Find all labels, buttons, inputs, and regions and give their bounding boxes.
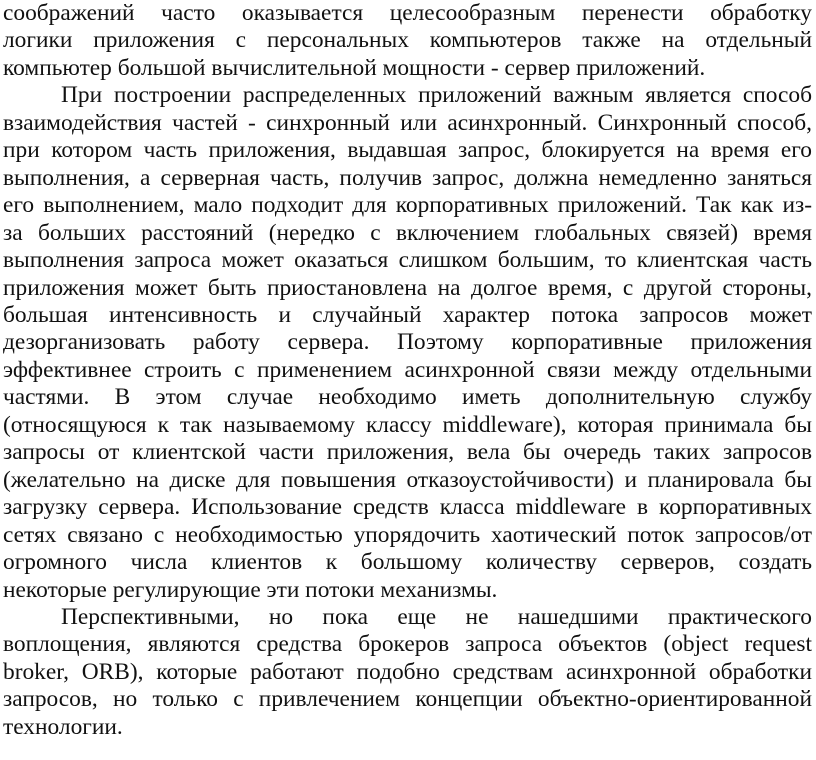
text-line: некоторые регулирующие эти потоки механизмы.	[3, 576, 498, 603]
text-line: выполнения запроса может оказаться слишком большим, то клиентская часть	[3, 247, 812, 274]
text-line: дезорганизовать работу сервера. Поэтому корпоративные приложения	[3, 329, 812, 356]
text-line: выполнения, а серверная часть, получив запрос, должна немедленно заняться	[3, 164, 812, 191]
paragraph	[3, 604, 812, 741]
text-line: при котором часть приложения, выдавшая запрос, блокируется на время его	[3, 137, 812, 164]
paragraph	[3, 0, 812, 82]
text-line: broker, ORB), которые работают подобно средствам асинхронной обработки	[3, 658, 812, 685]
text-line: большая интенсивность и случайный характер потока запросов может	[3, 301, 812, 328]
paragraph	[3, 82, 812, 604]
text-line: соображений часто оказывается целесообразным перенести обработку	[3, 0, 812, 26]
text-line: воплощения, являются средства брокеров запроса объектов (object request	[3, 631, 812, 658]
text-line: приложения может быть приостановлена на долгое время, с другой стороны,	[3, 274, 812, 301]
text-line: запросов, но только с привлечением концепции объектно-ориентированной	[3, 686, 812, 713]
document-body	[3, 0, 812, 741]
text-line: загрузку сервера. Использование средств класса middleware в корпоративных	[3, 494, 812, 521]
text-line: запросы от клиентской части приложения, вела бы очередь таких запросов	[3, 439, 812, 466]
text-line: частями. В этом случае необходимо иметь дополнительную службу	[3, 384, 812, 411]
text-line: (желательно на диске для повышения отказоустойчивости) и планировала бы	[3, 466, 812, 493]
text-line: сетях связано с необходимостью упорядочить хаотический поток запросов/от	[3, 521, 812, 548]
text-line: его выполнением, мало подходит для корпоративных приложений. Так как из-	[3, 192, 812, 219]
text-line: компьютер большой вычислительной мощности - сервер приложений.	[3, 54, 706, 81]
text-line: огромного числа клиентов к большому количеству серверов, создать	[3, 549, 812, 576]
text-line: логики приложения с персональных компьютеров также на отдельный	[3, 27, 812, 54]
text-line: взаимодействия частей - синхронный или асинхронный. Синхронный способ,	[3, 109, 812, 136]
text-line: эффективнее строить с применением асинхронной связи между отдельными	[3, 356, 812, 383]
text-line: При построении распределенных приложений важным является способ	[61, 82, 812, 109]
text-line: за больших расстояний (нередко с включением глобальных связей) время	[3, 219, 812, 246]
text-line: (относящуюся к так называемому классу middleware), которая принимала бы	[3, 411, 812, 438]
text-line: технологии.	[3, 713, 123, 740]
text-line: Перспективными, но пока еще не нашедшими практического	[61, 603, 812, 630]
